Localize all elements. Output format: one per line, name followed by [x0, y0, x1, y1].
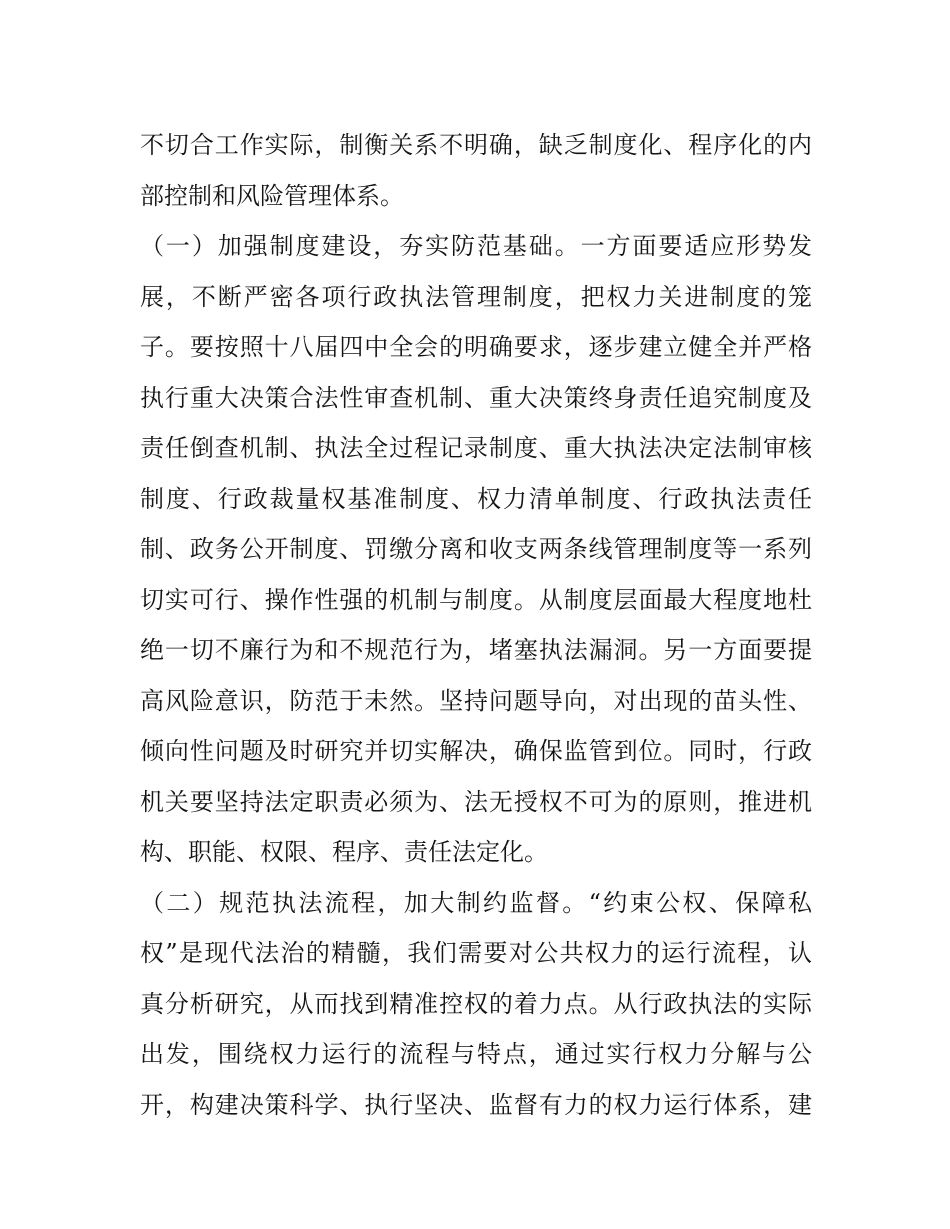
- text-line: 部控制和风险管理体系。: [140, 181, 404, 210]
- text-line: 制度、行政裁量权基准制度、权力清单制度、行政执法责任: [140, 484, 812, 513]
- text-line: 权”是现代法治的精髓，我们需要对公共权力的运行流程，认: [140, 939, 812, 967]
- text-line: 倾向性问题及时研究并切实解决，确保监管到位。同时，行政: [140, 737, 812, 765]
- text-line: 展，不断严密各项行政执法管理制度，把权力关进制度的笼: [140, 282, 812, 311]
- text-line: 出发，围绕权力运行的流程与特点，通过实行权力分解与公: [140, 1040, 812, 1068]
- body-text: [140, 120, 812, 1130]
- text-line: 真分析研究，从而找到精准控权的着力点。从行政执法的实际: [140, 989, 812, 1018]
- text-line: 制、政务公开制度、罚缴分离和收支两条线管理制度等一系列: [140, 535, 812, 563]
- text-line: 执行重大决策合法性审查机制、重大决策终身责任追究制度及: [140, 383, 812, 412]
- text-line: 高风险意识，防范于未然。坚持问题导向，对出现的苗头性、: [140, 686, 812, 715]
- text-line: 绝一切不廉行为和不规范行为，堵塞执法漏洞。另一方面要提: [140, 636, 812, 664]
- text-line: 机关要坚持法定职责必须为、法无授权不可为的原则，推进机: [140, 787, 812, 816]
- text-line: （二）规范执法流程，加大制约监督。“约束公权、保障私: [140, 888, 812, 917]
- text-line: （一）加强制度建设，夯实防范基础。一方面要适应形势发: [140, 232, 812, 260]
- text-line: 不切合工作实际，制衡关系不明确，缺乏制度化、程序化的内: [140, 131, 812, 159]
- text-line: 责任倒查机制、执法全过程记录制度、重大执法决定法制审核: [140, 434, 812, 462]
- text-line: 切实可行、操作性强的机制与制度。从制度层面最大程度地杜: [140, 585, 812, 614]
- text-line: 构、职能、权限、程序、责任法定化。: [140, 838, 548, 866]
- text-line: 开，构建决策科学、执行坚决、监督有力的权力运行体系，建: [140, 1090, 812, 1119]
- text-line: 子。要按照十八届四中全会的明确要求，逐步建立健全并严格: [140, 333, 812, 361]
